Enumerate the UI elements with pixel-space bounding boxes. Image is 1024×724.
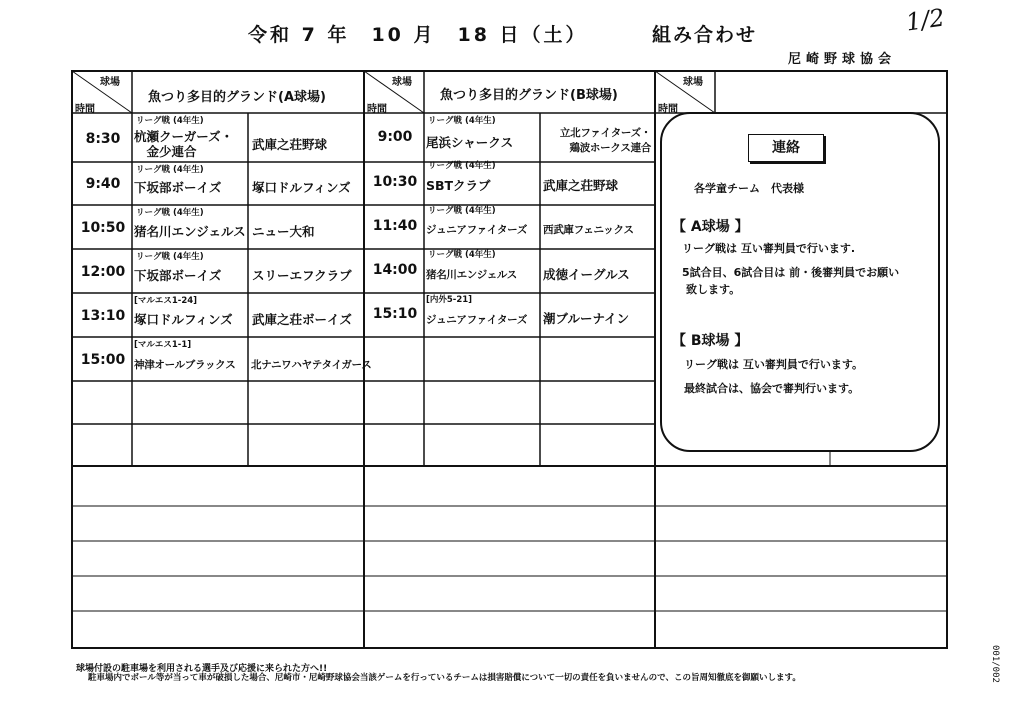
game-time: 13:10 [80, 308, 126, 324]
game-category: [マルエス1-1] [134, 340, 192, 350]
team-home: 下坂部ボーイズ [134, 180, 222, 195]
field-a-notice-text: 5試合目、6試合目は 前・後審判員でお願い [682, 266, 900, 279]
game-category: リーグ戦 (4年生) [428, 206, 496, 216]
field-a-notice-heading: 【 A球場 】 [672, 219, 749, 235]
game-category: リーグ戦 (4年生) [136, 165, 204, 175]
game-time: 10:30 [372, 174, 418, 190]
team-home: 猪名川エンジェルス [134, 224, 246, 239]
team-home: 猪名川エンジェルス [426, 269, 518, 281]
team-home: 下坂部ボーイズ [134, 268, 222, 283]
field-a-name: 魚つり多目的グランド(A球場) [148, 90, 326, 105]
document-title: 組み合わせ [652, 24, 758, 46]
team-home: ジュニアファイターズ [426, 314, 528, 326]
field-b-name: 魚つり多目的グランド(B球場) [440, 88, 618, 103]
team-home: ジュニアファイターズ [426, 224, 528, 236]
game-time: 10:50 [80, 220, 126, 236]
field-corner-label: 球場 [392, 77, 412, 88]
game-time: 9:40 [85, 176, 121, 192]
document-page-id: 001/002 [990, 645, 1000, 683]
notice-box [660, 112, 940, 452]
game-category: リーグ戦 (4年生) [428, 161, 496, 171]
parking-notice-text: 駐車場内でボール等が当って車が破損した場合、尼崎市・尼崎野球協会当該ゲームを行っているチームは損害賠償について一切の責任を負いませんので、この旨周知徹底を御願いします。 [88, 673, 801, 683]
team-away: 塚口ドルフィンズ [252, 180, 351, 195]
team-home: 塚口ドルフィンズ [134, 312, 233, 327]
game-time: 12:00 [80, 264, 126, 280]
game-time: 15:10 [372, 306, 418, 322]
game-category: リーグ戦 (4年生) [136, 252, 204, 262]
field-b-notice-text: リーグ戦は 互い審判員で行います。 [684, 358, 863, 371]
team-away: 潮ブルーナイン [543, 311, 630, 326]
field-a-notice-text: リーグ戦は 互い審判員で行います. [682, 242, 856, 255]
game-category: リーグ戦 (4年生) [428, 116, 496, 126]
team-home: SBTクラブ [426, 178, 491, 193]
field-b-notice-text: 最終試合は、協会で審判行います。 [684, 382, 860, 395]
notice-recipient: 各学童チーム 代表様 [694, 182, 804, 195]
team-away: 成徳イーグルス [543, 267, 630, 282]
game-time: 9:00 [377, 129, 413, 145]
game-category: リーグ戦 (4年生) [428, 250, 496, 260]
team-away: スリーエフクラブ [252, 268, 352, 283]
notice-title: 連絡 [748, 134, 824, 162]
game-category: リーグ戦 (4年生) [136, 208, 204, 218]
parking-notice-heading: 球場付設の駐車場を利用される選手及び応援に来られた方へ!! [76, 664, 328, 674]
game-category: リーグ戦 (4年生) [136, 116, 204, 126]
game-category: [内外5-21] [426, 295, 473, 305]
team-away: ニュー大和 [252, 224, 315, 239]
team-away: 武庫之荘ボーイズ [252, 312, 352, 327]
team-home: 神津オールブラックス [134, 359, 236, 371]
game-time: 11:40 [372, 218, 418, 234]
page-number: 1/2 [904, 3, 947, 37]
field-corner-label: 球場 [100, 77, 120, 88]
team-away: 西武庫フェニックス [543, 224, 634, 236]
game-time: 15:00 [80, 352, 126, 368]
field-corner-label: 球場 [683, 77, 703, 88]
team-home: 杭瀬クーガーズ・ 金少連合 [134, 129, 234, 159]
game-category: [マルエス1-24] [134, 296, 198, 306]
team-away: 北ナニワハヤテタイガース [251, 359, 372, 371]
time-corner-label: 時間 [367, 104, 387, 115]
game-time: 14:00 [372, 262, 418, 278]
field-b-notice-heading: 【 B球場 】 [672, 333, 749, 349]
time-corner-label: 時間 [75, 104, 95, 115]
organization-name: 尼崎野球協会 [788, 52, 897, 67]
team-home: 尾浜シャークス [426, 135, 514, 150]
team-away: 武庫之荘野球 [543, 178, 619, 193]
team-away: 武庫之荘野球 [252, 137, 328, 152]
game-time: 8:30 [85, 131, 121, 147]
field-a-notice-text: 致します。 [686, 283, 741, 296]
team-away: 立北ファイターズ・ 鶏波ホークス連合 [559, 127, 651, 154]
schedule-date: 令和 7 年 10 月 18 日（土） [248, 24, 588, 46]
time-corner-label: 時間 [658, 104, 678, 115]
